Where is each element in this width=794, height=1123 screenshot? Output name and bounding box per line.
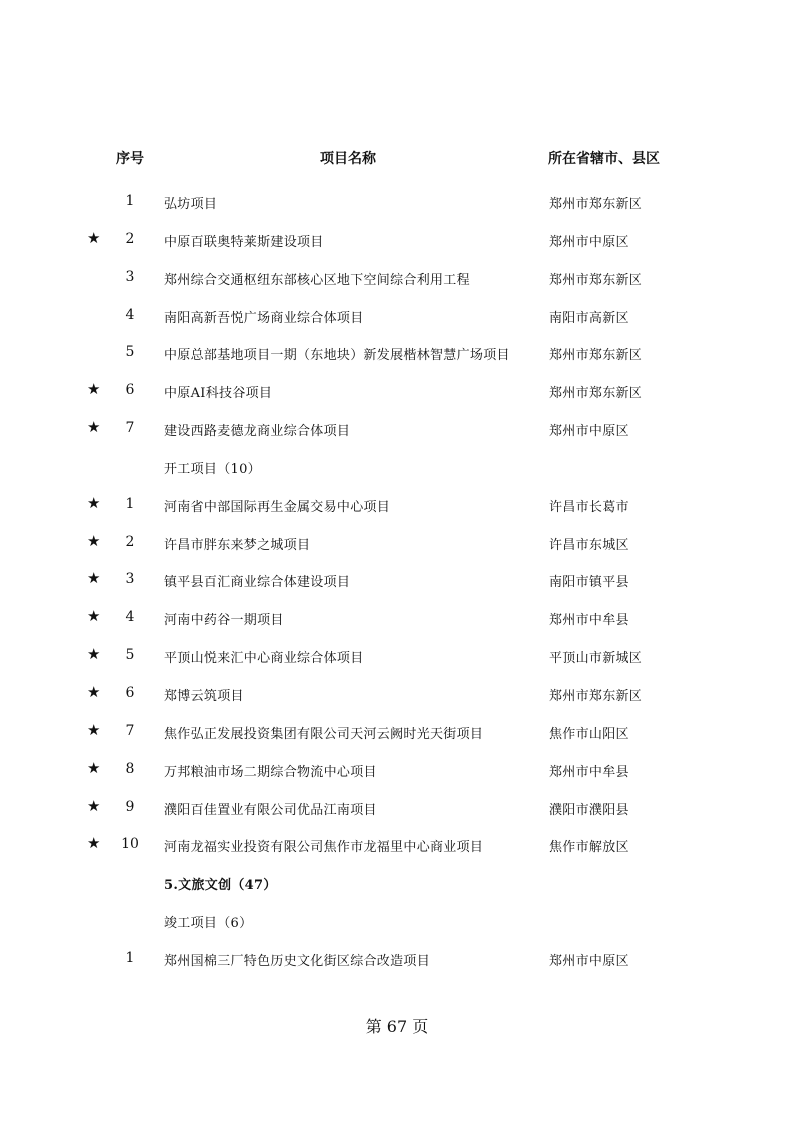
row-seq: 1 [125, 495, 135, 512]
row-seq: 3 [125, 571, 135, 588]
row-project-name: 中原百联奥特莱斯建设项目 [164, 234, 324, 250]
row-location: 郑州市郑东新区 [549, 197, 643, 212]
row-location: 郑州市郑东新区 [549, 688, 643, 704]
table-row [0, 259, 794, 297]
star-icon: ★ [87, 493, 101, 512]
row-location: 焦作市山阳区 [549, 726, 629, 742]
row-project-name: 河南中药谷一期项目 [164, 613, 284, 629]
row-project-name: 中原总部基地项目一期（东地块）新发展楷林智慧广场项目 [164, 348, 510, 364]
star-icon: ★ [87, 228, 101, 247]
row-seq: 5 [125, 344, 135, 361]
table-row [0, 675, 794, 713]
table-row [0, 448, 794, 486]
row-seq: 6 [125, 382, 135, 399]
row-project-name: 中原AI科技谷项目 [164, 386, 273, 402]
star-icon: ★ [87, 645, 101, 664]
row-location: 郑州市中牟县 [549, 764, 629, 780]
header-location: 所在省辖市、县区 [548, 151, 660, 167]
row-location: 南阳市镇平县 [549, 575, 629, 591]
table-row [0, 372, 794, 410]
table-row [0, 183, 794, 221]
row-location: 许昌市长葛市 [549, 499, 629, 515]
star-icon: ★ [87, 607, 101, 626]
star-icon: ★ [87, 720, 101, 739]
row-project-name: 万邦粮油市场二期综合物流中心项目 [164, 764, 377, 780]
row-project-name: 河南龙福实业投资有限公司焦作市龙福里中心商业项目 [164, 840, 484, 856]
star-icon: ★ [87, 834, 101, 853]
star-icon: ★ [87, 758, 101, 777]
row-seq: 2 [125, 533, 135, 550]
row-location: 郑州市郑东新区 [549, 348, 643, 364]
table-row [0, 637, 794, 675]
row-location: 濮阳市濮阳县 [549, 802, 629, 818]
row-location: 郑州市郑东新区 [549, 386, 643, 402]
row-location: 郑州市中原区 [549, 424, 629, 440]
row-project-name: 建设西路麦德龙商业综合体项目 [164, 424, 351, 440]
row-project-name: 郑州综合交通枢纽东部核心区地下空间综合利用工程 [164, 272, 470, 288]
row-seq: 6 [125, 684, 135, 701]
table-row [0, 486, 794, 524]
table-row [0, 902, 794, 940]
project-table [0, 183, 794, 978]
row-seq: 7 [125, 722, 135, 739]
table-row [0, 410, 794, 448]
table-row [0, 751, 794, 789]
row-seq: 1 [125, 193, 135, 209]
row-project-name: 开工项目（10） [164, 461, 261, 477]
row-location: 郑州市中原区 [549, 234, 629, 250]
star-icon: ★ [87, 569, 101, 588]
star-icon: ★ [87, 380, 101, 399]
header-project-name: 项目名称 [320, 151, 376, 167]
row-project-name: 河南省中部国际再生金属交易中心项目 [164, 499, 391, 515]
row-location: 平顶山市新城区 [549, 651, 643, 667]
row-project-name: 弘坊项目 [164, 197, 218, 212]
star-icon: ★ [87, 682, 101, 701]
row-project-name: 郑博云筑项目 [164, 688, 244, 704]
row-project-name: 5.文旅文创（47） [164, 878, 277, 894]
star-icon: ★ [87, 531, 101, 550]
row-seq: 9 [125, 798, 135, 815]
row-project-name: 平顶山悦来汇中心商业综合体项目 [164, 651, 364, 667]
row-project-name: 南阳高新吾悦广场商业综合体项目 [164, 310, 364, 326]
table-row [0, 561, 794, 599]
row-project-name: 镇平县百汇商业综合体建设项目 [164, 575, 351, 591]
row-location: 许昌市东城区 [549, 537, 629, 553]
row-project-name: 焦作弘正发展投资集团有限公司天河云阙时光天街项目 [164, 726, 484, 742]
table-row [0, 297, 794, 335]
row-project-name: 竣工项目（6） [164, 916, 253, 932]
row-location: 郑州市中牟县 [549, 613, 629, 629]
star-icon: ★ [87, 796, 101, 815]
star-icon: ★ [87, 418, 101, 437]
row-seq: 1 [125, 949, 135, 966]
row-project-name: 郑州国棉三厂特色历史文化街区综合改造项目 [164, 953, 431, 969]
row-location: 郑州市郑东新区 [549, 272, 643, 288]
row-seq: 5 [125, 647, 135, 664]
row-location: 焦作市解放区 [549, 840, 629, 856]
table-row [0, 864, 794, 902]
row-location: 郑州市中原区 [549, 953, 629, 969]
table-row [0, 221, 794, 259]
row-seq: 8 [125, 760, 135, 777]
row-seq: 2 [125, 230, 135, 247]
row-seq: 3 [125, 268, 135, 285]
row-seq: 10 [121, 836, 139, 853]
row-seq: 4 [125, 306, 135, 323]
header-seq: 序号 [116, 151, 144, 167]
row-location: 南阳市高新区 [549, 310, 629, 326]
row-project-name: 许昌市胖东来梦之城项目 [164, 537, 311, 553]
row-seq: 4 [125, 609, 135, 626]
page-number: 第 67 页 [365, 1017, 429, 1036]
row-seq: 7 [125, 420, 135, 437]
table-row [0, 334, 794, 372]
table-row [0, 789, 794, 827]
table-row [0, 713, 794, 751]
table-row [0, 826, 794, 864]
row-project-name: 濮阳百佳置业有限公司优品江南项目 [164, 802, 377, 818]
table-row [0, 599, 794, 637]
table-header [0, 148, 794, 172]
table-row [0, 524, 794, 562]
table-row [0, 940, 794, 978]
